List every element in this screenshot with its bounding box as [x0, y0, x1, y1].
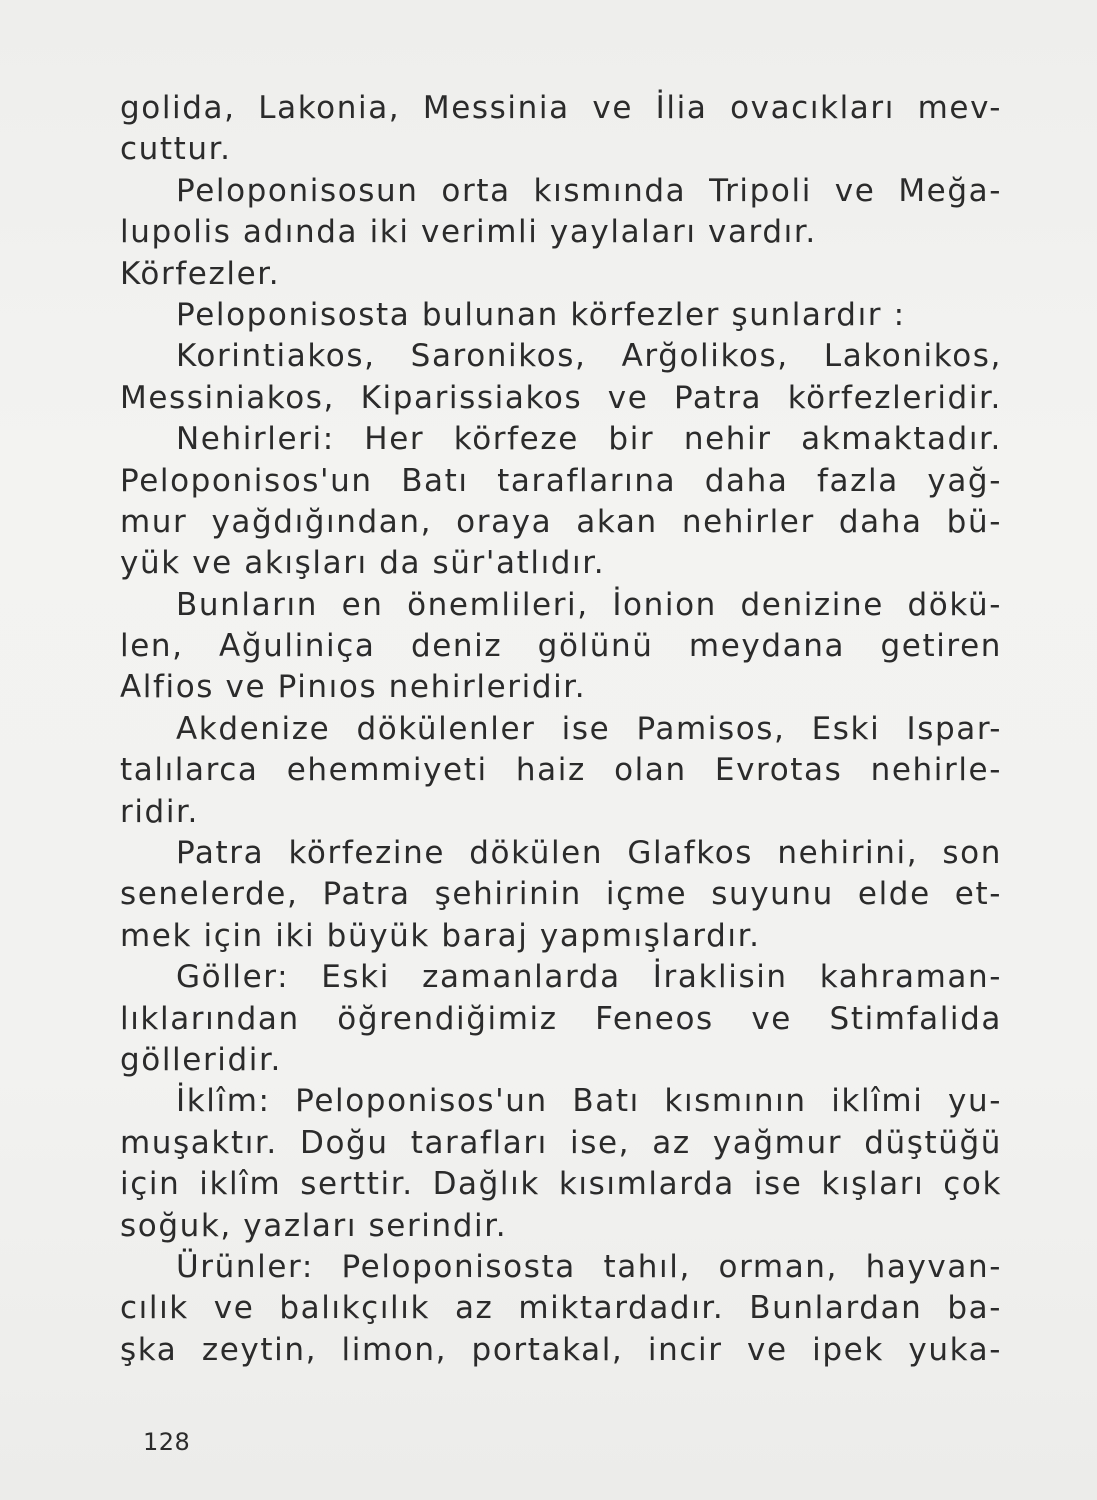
text-line: Akdenize dökülenler ise Pamisos, Eski Ispar- [176, 710, 1002, 747]
text-line: yük ve akışları da sür'atlıdır. [120, 545, 606, 582]
text-line: Ürünler: Peloponisosta tahıl, orman, hayvan- [176, 1248, 1002, 1285]
text-line: soğuk, yazları serindir. [120, 1207, 508, 1244]
text-line: Körfezler. [120, 255, 281, 292]
text-line: cuttur. [120, 131, 232, 168]
text-line: mur yağdığından, oraya akan nehirler daha bü- [120, 503, 1002, 540]
text-line: Bunların en önemlileri, İonion denizine dökü- [176, 586, 1002, 623]
text-line: talılarca ehemmiyeti haiz olan Evrotas nehirle- [120, 752, 1002, 789]
text-line: Patra körfezine dökülen Glafkos nehirini, son [176, 835, 1002, 872]
text-line: İklîm: Peloponisos'un Batı kısmının iklîmi yu- [176, 1083, 1002, 1120]
body-text [120, 88, 1002, 1371]
text-line: muşaktır. Doğu tarafları ise, az yağmur düştüğü [120, 1124, 1002, 1161]
text-line: gölleridir. [120, 1041, 282, 1078]
text-line: ridir. [120, 793, 200, 830]
text-line: senelerde, Patra şehirinin içme suyunu elde et- [120, 876, 1002, 913]
text-line: cılık ve balıkçılık az miktardadır. Bunlardan ba- [120, 1290, 1002, 1327]
text-line: lupolis adında iki verimli yaylaları vardır. [120, 214, 817, 251]
text-line: lıklarından öğrendiğimiz Feneos ve Stimfalida [120, 1000, 1002, 1037]
text-line: Nehirleri: Her körfeze bir nehir akmaktadır. [176, 421, 1002, 458]
text-line: Korintiakos, Saronikos, Arğolikos, Lakonikos, [176, 338, 1002, 375]
text-line: len, Ağuliniça deniz gölünü meydana getiren [120, 628, 1002, 665]
text-line: Peloponisosta bulunan körfezler şunlardır : [176, 296, 906, 333]
text-line: için iklîm serttir. Dağlık kısımlarda ise kışları çok [120, 1166, 1002, 1203]
text-line: golida, Lakonia, Messinia ve İlia ovacıkları mev- [120, 90, 1002, 126]
text-line: Göller: Eski zamanlarda İraklisin kahraman- [176, 959, 1002, 996]
text-line: Alfios ve Pinıos nehirleridir. [120, 669, 587, 706]
text-line: Messiniakos, Kiparissiakos ve Patra körfezleridir. [120, 379, 1002, 416]
text-line: şka zeytin, limon, portakal, incir ve ipek yuka- [120, 1331, 1002, 1368]
page-number: 128 [143, 1428, 191, 1456]
text-line: mek için iki büyük baraj yapmışlardır. [120, 917, 761, 954]
text-line: Peloponisos'un Batı taraflarına daha fazla yağ- [120, 462, 1002, 499]
text-line: Peloponisosun orta kısmında Tripoli ve Meğa- [176, 172, 1002, 209]
